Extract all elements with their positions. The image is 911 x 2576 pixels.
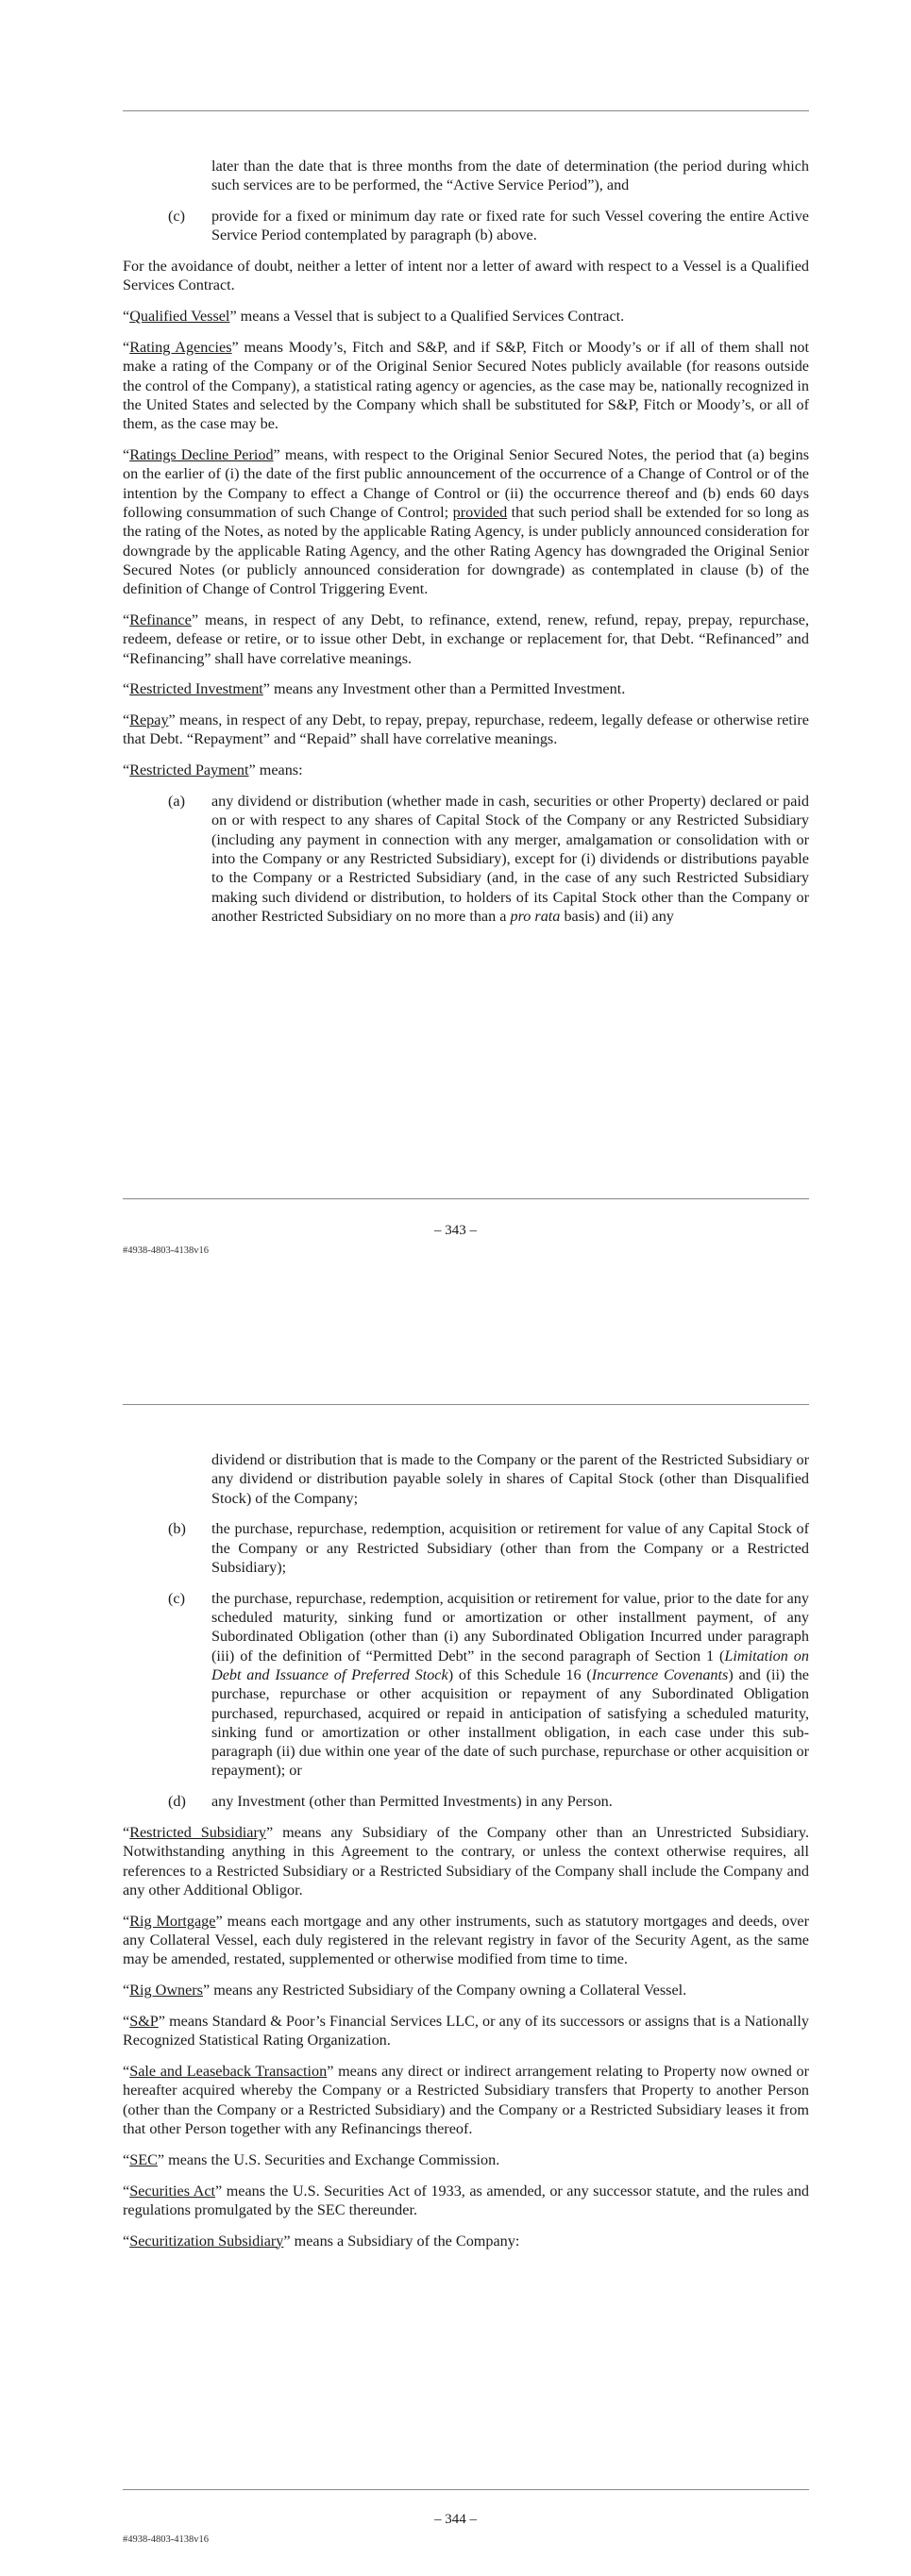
document-id: #4938-4803-4138v16 bbox=[123, 2534, 209, 2545]
defined-term: Restricted Payment bbox=[129, 761, 249, 779]
header-rule bbox=[123, 1404, 809, 1405]
defined-term: Refinance bbox=[129, 611, 192, 628]
definition-text: ” means any Investment other than a Permitted Investment. bbox=[262, 680, 626, 698]
footer-rule bbox=[123, 1198, 809, 1199]
definition-text: ” means a Vessel that is subject to a Qualified Services Contract. bbox=[229, 308, 625, 326]
definition-refinance: “Refinance” means, in respect of any Debt, to refinance, extend, renew, refund, repay, prepay, repurchase, redeem, defease or retire, or to issue other Debt, in exchange or replacement for, that Debt. “Refinanced” and “Refinancing” shall have correlative meanings. bbox=[123, 611, 809, 667]
definition-repay: “Repay” means, in respect of any Debt, to repay, prepay, repurchase, redeem, legally defease or otherwise retire that Debt. “Repayment” and “Repaid” shall have correlative meanings. bbox=[123, 711, 809, 748]
italic-term: pro rata bbox=[510, 907, 561, 925]
list-item-c bbox=[123, 1589, 809, 1781]
definition-rig-mortgage: “Rig Mortgage” means each mortgage and any other instruments, such as statutory mortgages and deeds, over any Collateral Vessel, each duly registered in the relevant registry in favor of the Security Agent, as the same may be amended, restated, supplemented or otherwise modified from time to time. bbox=[123, 1912, 809, 1968]
definition-restricted-subsidiary: “Restricted Subsidiary” means any Subsidiary of the Company other than an Unrestricted Subsidiary. Notwithstanding anything in this Agreement to the contrary, or unless the context otherwise requires, all references to a Restricted Subsidiary or a Restricted Subsidiary of the Company shall include the Company and any other Additional Obligor. bbox=[123, 1824, 810, 1899]
continuation-paragraph: dividend or distribution that is made to the Company or the parent of the Restricted Subsidiary or any dividend or distribution payable solely in shares of Capital Stock (other than Disqualified Stock) of the Company; bbox=[211, 1451, 809, 1507]
list-item-text-main: any dividend or distribution (whether made in cash, securities or other Property) declared or paid on or with respect to any shares of Capital Stock of the Company or any Restricted Subsidiary (including any payment in connection with any merger, amalgamation or consolidation with or into the Company or any Restricted Subsidiary), except for (i) dividends or distributions payable to the Company or a Restricted Subsidiary (and, in the case of any such Restricted Subsidiary making such dividend or distribution, to holders of its Capital Stock other than the Company or another Restricted Subsidiary on no more than a bbox=[211, 793, 809, 925]
definition-text: ” means each mortgage and any other instruments, such as statutory mortgages and deeds, over any Collateral Vessel, each duly registered in the relevant registry in favor of the Security Agent, as the same may be amended, restated, supplemented or otherwise modified from time to time. bbox=[123, 1912, 809, 1968]
list-item-text-tail: basis) and (ii) any bbox=[560, 907, 674, 925]
defined-term: Rig Mortgage bbox=[129, 1912, 216, 1930]
list-item-d bbox=[123, 1792, 809, 1811]
defined-term: SEC bbox=[129, 2150, 158, 2168]
list-marker: (d) bbox=[168, 1793, 186, 1811]
list-item-c bbox=[123, 207, 809, 245]
defined-term: Securitization Subsidiary bbox=[129, 2232, 284, 2250]
defined-term: Restricted Subsidiary bbox=[129, 1824, 266, 1842]
list-marker: (c) bbox=[168, 208, 185, 226]
page-body bbox=[123, 1450, 809, 2262]
definition-sec: “SEC” means the U.S. Securities and Exchange Commission. bbox=[123, 2150, 500, 2168]
definition-text: ” means a Subsidiary of the Company: bbox=[283, 2232, 520, 2250]
definition-rating-agencies: “Rating Agencies” means Moody’s, Fitch and S&P, and if S&P, Fitch or Moody’s or if all of them shall not make a rating of the Company or of the Original Senior Secured Notes publicly available (for reasons outside the control of the Company), a statistical rating agency or agencies, as the case may be, nationally recognized in the United States and selected by the Company which shall be substituted for S&P, Fitch or Moody’s, or all of them, as the case may be. bbox=[123, 339, 809, 433]
page-number: – 343 – bbox=[434, 1223, 477, 1238]
footer-rule bbox=[123, 2489, 809, 2490]
continuation-paragraph: later than the date that is three months from the date of determination (the period during which such services are to be performed, the “Active Service Period”), and bbox=[211, 158, 809, 194]
defined-term: Sale and Leaseback Transaction bbox=[129, 2063, 328, 2081]
defined-term: Securities Act bbox=[129, 2182, 216, 2200]
list-item-a bbox=[123, 792, 809, 926]
page-number: – 344 – bbox=[434, 2512, 477, 2527]
definition-text: ” means, in respect of any Debt, to refinance, extend, renew, refund, repay, prepay, repurchase, redeem, defease or retire, or to issue other Debt, in exchange or replacement for, that Debt. “Refinanced” and “Refinancing” shall have correlative meanings. bbox=[123, 611, 809, 667]
list-item-b bbox=[123, 1519, 809, 1577]
definition-text: ” means, with respect to the Original Senior Secured Notes, the period that (a) begins on the earlier of (i) the date of the first public announcement of the occurrence of a Change of Control or of the intention by the Company to effect a Change of Control or (ii) the occurrence thereof and (b) ends 60 days following consummation of such Change of Control; bbox=[123, 446, 809, 521]
definition-securities-act: “Securities Act” means the U.S. Securities Act of 1933, as amended, or any successor statute, and the rules and regulations promulgated by the SEC thereunder. bbox=[123, 2182, 810, 2218]
definition-text: ” means the U.S. Securities and Exchange Commission. bbox=[157, 2150, 500, 2168]
defined-term: Qualified Vessel bbox=[129, 308, 230, 326]
list-item-text: any Investment (other than Permitted Investments) in any Person. bbox=[211, 1793, 613, 1811]
definition-securitization-subsidiary: “Securitization Subsidiary” means a Subsidiary of the Company: bbox=[123, 2232, 520, 2250]
definition-sale-and-leaseback: “Sale and Leaseback Transaction” means any direct or indirect arrangement relating to Property now owned or hereafter acquired whereby the Company or a Restricted Subsidiary transfers that Property to another Person (other than the Company or a Restricted Subsidiary) and the Company or a Restricted Subsidiary leases it from that other Person together with any Refinancings thereof. bbox=[123, 2063, 809, 2137]
list-item-text-part: ) and (ii) the purchase, repurchase or other acquisition or repayment of any Subordinated Obligation purchased, repurchased, acquired or repaid in anticipation of satisfying a scheduled maturity, sinking fund or amortization or other installment obligation, in each case under this sub-paragraph (ii) due within one year of the date of such purchase, repurchase or other acquisition or repayment); or bbox=[211, 1665, 809, 1780]
defined-term: Ratings Decline Period bbox=[129, 446, 274, 464]
definition-qualified-vessel: “Qualified Vessel” means a Vessel that is subject to a Qualified Services Contract. bbox=[123, 308, 625, 326]
list-marker: (a) bbox=[168, 793, 185, 811]
definition-sp: “S&P” means Standard & Poor’s Financial Services LLC, or any of its successors or assigns that is a Nationally Recognized Statistical Rating Organization. bbox=[123, 2012, 809, 2049]
italic-section-title: Limitation on Debt and Issuance of Preferred Stock bbox=[211, 1647, 809, 1683]
list-item-text bbox=[211, 793, 809, 925]
document-id: #4938-4803-4138v16 bbox=[123, 1246, 209, 1256]
definition-rig-owners: “Rig Owners” means any Restricted Subsidiary of the Company owning a Collateral Vessel. bbox=[123, 1982, 687, 1999]
definition-text: ” means, in respect of any Debt, to repay, prepay, repurchase, redeem, legally defease or otherwise retire that Debt. “Repayment” and “Repaid” shall have correlative meanings. bbox=[123, 711, 809, 748]
definition-text: ” means Moody’s, Fitch and S&P, and if S&P, Fitch or Moody’s or if all of them shall not make a rating of the Company or of the Original Senior Secured Notes publicly available (for reasons outside the control of the Company), a statistical rating agency or agencies, as the case may be, nationally recognized in the United States and selected by the Company which shall be substituted for S&P, Fitch or Moody’s, or all of them, as the case may be. bbox=[123, 339, 809, 433]
page-344 bbox=[0, 1387, 911, 2576]
definition-text: ” means any direct or indirect arrangement relating to Property now owned or hereafter acquired whereby the Company or a Restricted Subsidiary transfers that Property to another Person (other than the Company or a Restricted Subsidiary) and the Company or a Restricted Subsidiary leases it from that other Person together with any Refinancings thereof. bbox=[123, 2063, 809, 2137]
header-rule bbox=[123, 110, 809, 111]
definition-text: ” means Standard & Poor’s Financial Services LLC, or any of its successors or assigns that is a Nationally Recognized Statistical Rating Organization. bbox=[123, 2012, 809, 2049]
defined-term: Repay bbox=[129, 711, 169, 729]
avoidance-paragraph: For the avoidance of doubt, neither a letter of intent nor a letter of award with respect to a Vessel is a Qualified Services Contract. bbox=[123, 258, 809, 294]
definition-restricted-investment: “Restricted Investment” means any Investment other than a Permitted Investment. bbox=[123, 680, 626, 698]
defined-term: Rating Agencies bbox=[129, 339, 232, 357]
definition-text: ” means the U.S. Securities Act of 1933, as amended, or any successor statute, and the rules and regulations promulgated by the SEC thereunder. bbox=[123, 2182, 810, 2218]
list-item-text: the purchase, repurchase, redemption, acquisition or retirement for value of any Capital Stock of the Company or any Restricted Subsidiary (other than from the Company or a Restricted Subsidiary); bbox=[211, 1520, 809, 1576]
definition-text: ” means any Restricted Subsidiary of the Company owning a Collateral Vessel. bbox=[202, 1982, 687, 1999]
definition-restricted-payment: “Restricted Payment” means: bbox=[123, 761, 303, 779]
defined-term: Rig Owners bbox=[129, 1982, 203, 1999]
defined-term: S&P bbox=[129, 2012, 159, 2030]
list-item-text-part: ) of this Schedule 16 ( bbox=[447, 1665, 592, 1683]
page-body bbox=[123, 157, 809, 938]
list-marker: (b) bbox=[168, 1520, 186, 1538]
list-item-text bbox=[211, 1590, 809, 1780]
defined-term: Restricted Investment bbox=[129, 680, 263, 698]
definition-text: ” means: bbox=[248, 761, 303, 779]
list-item-text-part: the purchase, repurchase, redemption, acquisition or retirement for value, prior to the date for any scheduled maturity, sinking fund or amortization or other installment payment, of any Subordinated Obligation (other than (i) any Subordinated Obligation Incurred under paragraph (iii) of the definition of “Permitted Debt” in the second paragraph of Section 1 ( bbox=[211, 1589, 809, 1664]
list-marker: (c) bbox=[168, 1589, 185, 1607]
provided-term: provided bbox=[452, 503, 508, 521]
definition-ratings-decline-period: “Ratings Decline Period” means, with respect to the Original Senior Secured Notes, the period that (a) begins on the earlier of (i) the date of the first public announcement of the occurrence of a Change of Control or of the intention by the Company to effect a Change of Control or (ii) the occurrence thereof and (b) ends 60 days following consummation of such Change of Control; provided that such period shall be extended for so long as the rating of the Notes, as noted by the applicable Rating Agency, is under publicly announced consideration for downgrade by the applicable Rating Agency, and the other Rating Agency has downgraded the Original Senior Secured Notes (or publicly announced consideration for downgrade) as contemplated in clause (b) of the definition of Change of Control Triggering Event. bbox=[123, 446, 810, 598]
italic-schedule-title: Incurrence Covenants bbox=[591, 1665, 729, 1683]
definition-text: that such period shall be extended for so long as the rating of the Notes, as noted by the applicable Rating Agency, is under publicly announced consideration for downgrade by the applicable Rating Agency, and the other Rating Agency has downgraded the Original Senior Secured Notes (or publicly announced consideration for downgrade) as contemplated in clause (b) of the definition of Change of Control Triggering Event. bbox=[123, 503, 810, 598]
definition-text: ” means any Subsidiary of the Company other than an Unrestricted Subsidiary. Notwithstanding anything in this Agreement to the contrary, or unless the context otherwise requires, all references to a Restricted Subsidiary or a Restricted Subsidiary of the Company shall include the Company and any other Additional Obligor. bbox=[123, 1824, 810, 1899]
list-item-text: provide for a fixed or minimum day rate or fixed rate for such Vessel covering the entire Active Service Period contemplated by paragraph (b) above. bbox=[211, 208, 809, 244]
